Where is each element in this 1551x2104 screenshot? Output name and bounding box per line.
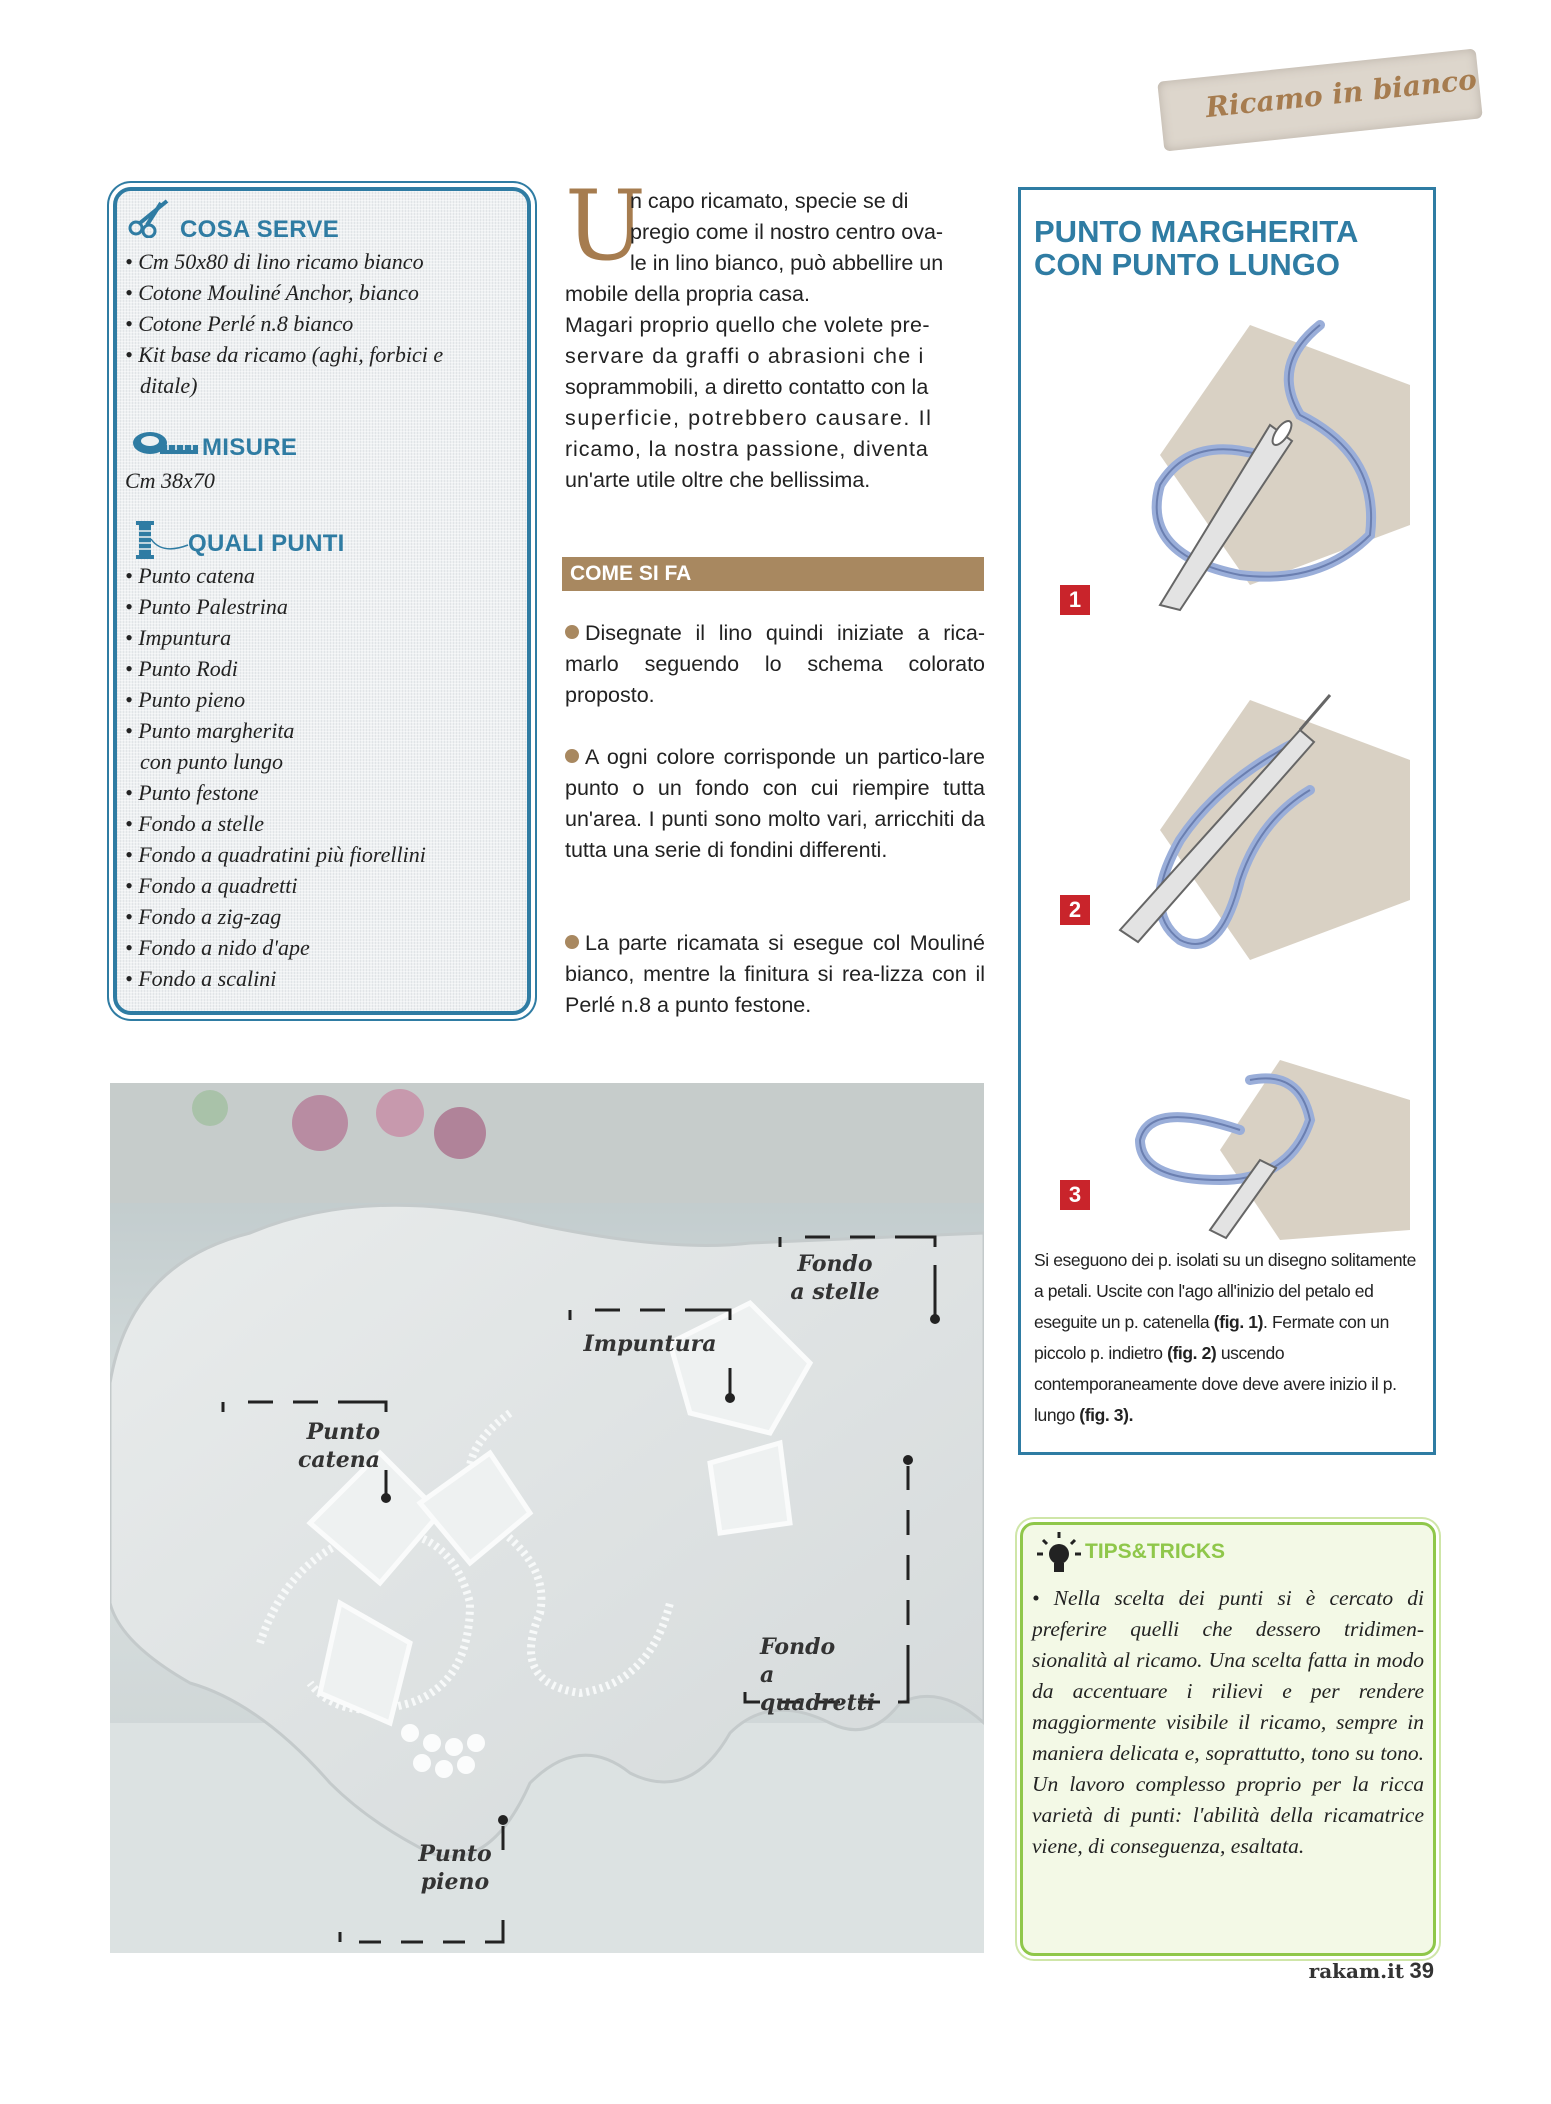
caption-fig-ref: (fig. 2) (1167, 1343, 1217, 1363)
label-text: catena (297, 1447, 380, 1473)
stitch-figure-2 (1060, 680, 1420, 970)
tips-text: • Nella scelta dei punti si è cercato di preferire quelli che dessero tridimen-sionalità al ricamo. Una scelta fatta in modo da accentuare i rilievi e per rendere maggiormente visibile il ricamo, sempre in maniera delicata e, soprattutto, tono su tono. Un lavoro complesso proprio per la ricca varietà di punti: l'abilità della ricamatrice viene, di conseguenza, esaltata. (1032, 1586, 1424, 1858)
intro-line: superficie, potrebbero causare. Il (565, 406, 933, 430)
stitch-item: • Punto margherita (125, 718, 295, 743)
stitch-title-line: CON PUNTO LUNGO (1034, 247, 1340, 282)
lightbulb-icon (1035, 1530, 1083, 1578)
stitch-title-line: PUNTO MARGHERITA (1034, 214, 1359, 249)
what-needed-item: • Kit base da ricamo (aghi, forbici e (125, 342, 444, 367)
caption-text: Si eseguono dei p. isolati su un disegno solitamente a petali. Uscite con l'ago all'inizio del petalo ed eseguite un p. catenella (1034, 1250, 1416, 1332)
stitch-item: • Fondo a quadretti (125, 873, 298, 898)
what-needed-item: • Cotone Mouliné Anchor, bianco (125, 280, 419, 305)
stitch-figure-1 (1060, 305, 1420, 615)
label-text: Fondo (760, 1634, 836, 1660)
tape-measure-icon (130, 429, 200, 457)
stitch-item: • Impuntura (125, 625, 232, 650)
stitches-title: QUALI PUNTI (188, 530, 345, 557)
label-text: a quadretti (760, 1662, 876, 1716)
caption-text: . Fermate con un piccolo p. indietro (1034, 1312, 1389, 1363)
label-fondo-quadretti (760, 1633, 895, 1717)
label-text: a stelle (790, 1279, 880, 1305)
caption-text: uscendo contemporaneamente dove deve avere inizio il p. lungo (1034, 1343, 1397, 1425)
measures-value: Cm 38x70 (125, 468, 215, 493)
stitch-item: • Punto pieno (125, 687, 246, 712)
how-to-step-3 (565, 928, 985, 1021)
figure-number-3: 3 (1060, 1180, 1090, 1210)
how-to-step-1 (565, 618, 985, 711)
label-text: pieno (420, 1869, 490, 1895)
stitch-caption (1034, 1245, 1419, 1431)
stitch-item: • Fondo a zig-zag (125, 904, 282, 929)
stitch-title (1034, 215, 1414, 281)
what-needed-item: ditale) (140, 373, 198, 398)
label-fondo-stelle (785, 1250, 885, 1306)
label-impuntura: Impuntura (583, 1331, 717, 1357)
intro-line: Magari proprio quello che volete pre- (565, 313, 930, 337)
stitch-item: • Punto festone (125, 780, 259, 805)
figure-number-1: 1 (1060, 585, 1090, 615)
measures-title: MISURE (202, 434, 298, 461)
intro-line: un'arte utile oltre che bellissima. (565, 468, 871, 492)
step-text: Disegnate il lino quindi iniziate a rica-marlo seguendo lo schema colorato proposto. (565, 621, 985, 707)
step-text: La parte ricamata si esegue col Mouliné bianco, mentre la finitura si rea-lizza con il Perlé n.8 a punto festone. (565, 931, 985, 1017)
section-title: Ricamo in bianco (1204, 62, 1479, 125)
page-number: 39 (1409, 1958, 1434, 1983)
label-text: Fondo (797, 1251, 873, 1277)
intro-line: mobile della propria casa. (565, 282, 810, 306)
what-needed-item: • Cm 50x80 di lino ricamo bianco (125, 249, 424, 274)
scissors-icon (127, 198, 173, 238)
bullet-dot (565, 625, 579, 639)
stitch-item: • Punto Palestrina (125, 594, 288, 619)
section-badge (1160, 55, 1490, 145)
how-to-step-2 (565, 742, 985, 866)
figure-number-2: 2 (1060, 895, 1090, 925)
intro-line: n capo ricamato, specie se di (630, 189, 909, 213)
stitch-item: • Punto Rodi (125, 656, 238, 681)
bullet-dot (565, 935, 579, 949)
bullet-dot (565, 749, 579, 763)
footer-site: rakam.it (1308, 1959, 1404, 1983)
label-text: Punto (306, 1419, 380, 1445)
label-text: Punto (418, 1841, 492, 1867)
stitch-item: • Fondo a stelle (125, 811, 265, 836)
stitch-item: • Fondo a scalini (125, 966, 277, 991)
stitch-item: • Punto catena (125, 563, 255, 588)
label-punto-pieno (415, 1840, 495, 1896)
intro-line: servare da graffi o abrasioni che i (565, 344, 925, 368)
stitch-item: con punto lungo (140, 749, 283, 774)
thread-spool-icon (132, 517, 190, 563)
stitch-figure-3 (1060, 1040, 1420, 1240)
intro-line: le in lino bianco, può abbellire un (630, 251, 944, 275)
stitch-item: • Fondo a nido d'ape (125, 935, 310, 960)
intro-line: pregio come il nostro centro ova- (630, 220, 944, 244)
step-text: A ogni colore corrisponde un partico-lare punto o un fondo con cui riempire tutta un'area. I punti sono molto vari, arricchiti da tutta una serie di fondini differenti. (565, 745, 985, 862)
tips-title: TIPS&TRICKS (1085, 1540, 1226, 1563)
page-footer (1309, 1958, 1434, 1984)
what-needed-item: • Cotone Perlé n.8 bianco (125, 311, 354, 336)
how-to-header: COME SI FA (562, 557, 984, 591)
intro-line: soprammobili, a diretto contatto con la (565, 375, 929, 399)
what-needed-title: COSA SERVE (180, 216, 340, 243)
caption-fig-ref: (fig. 1) (1213, 1312, 1264, 1332)
caption-fig-ref: (fig. 3). (1079, 1405, 1134, 1425)
intro-line: ricamo, la nostra passione, diventa (565, 437, 929, 461)
drop-cap: U (565, 170, 646, 282)
intro-lines-full (565, 279, 985, 496)
intro-lines-short (630, 186, 985, 279)
stitch-item: • Fondo a quadratini più fiorellini (125, 842, 426, 867)
label-bracket-impuntura (565, 1308, 735, 1408)
label-punto-catena (290, 1418, 380, 1474)
